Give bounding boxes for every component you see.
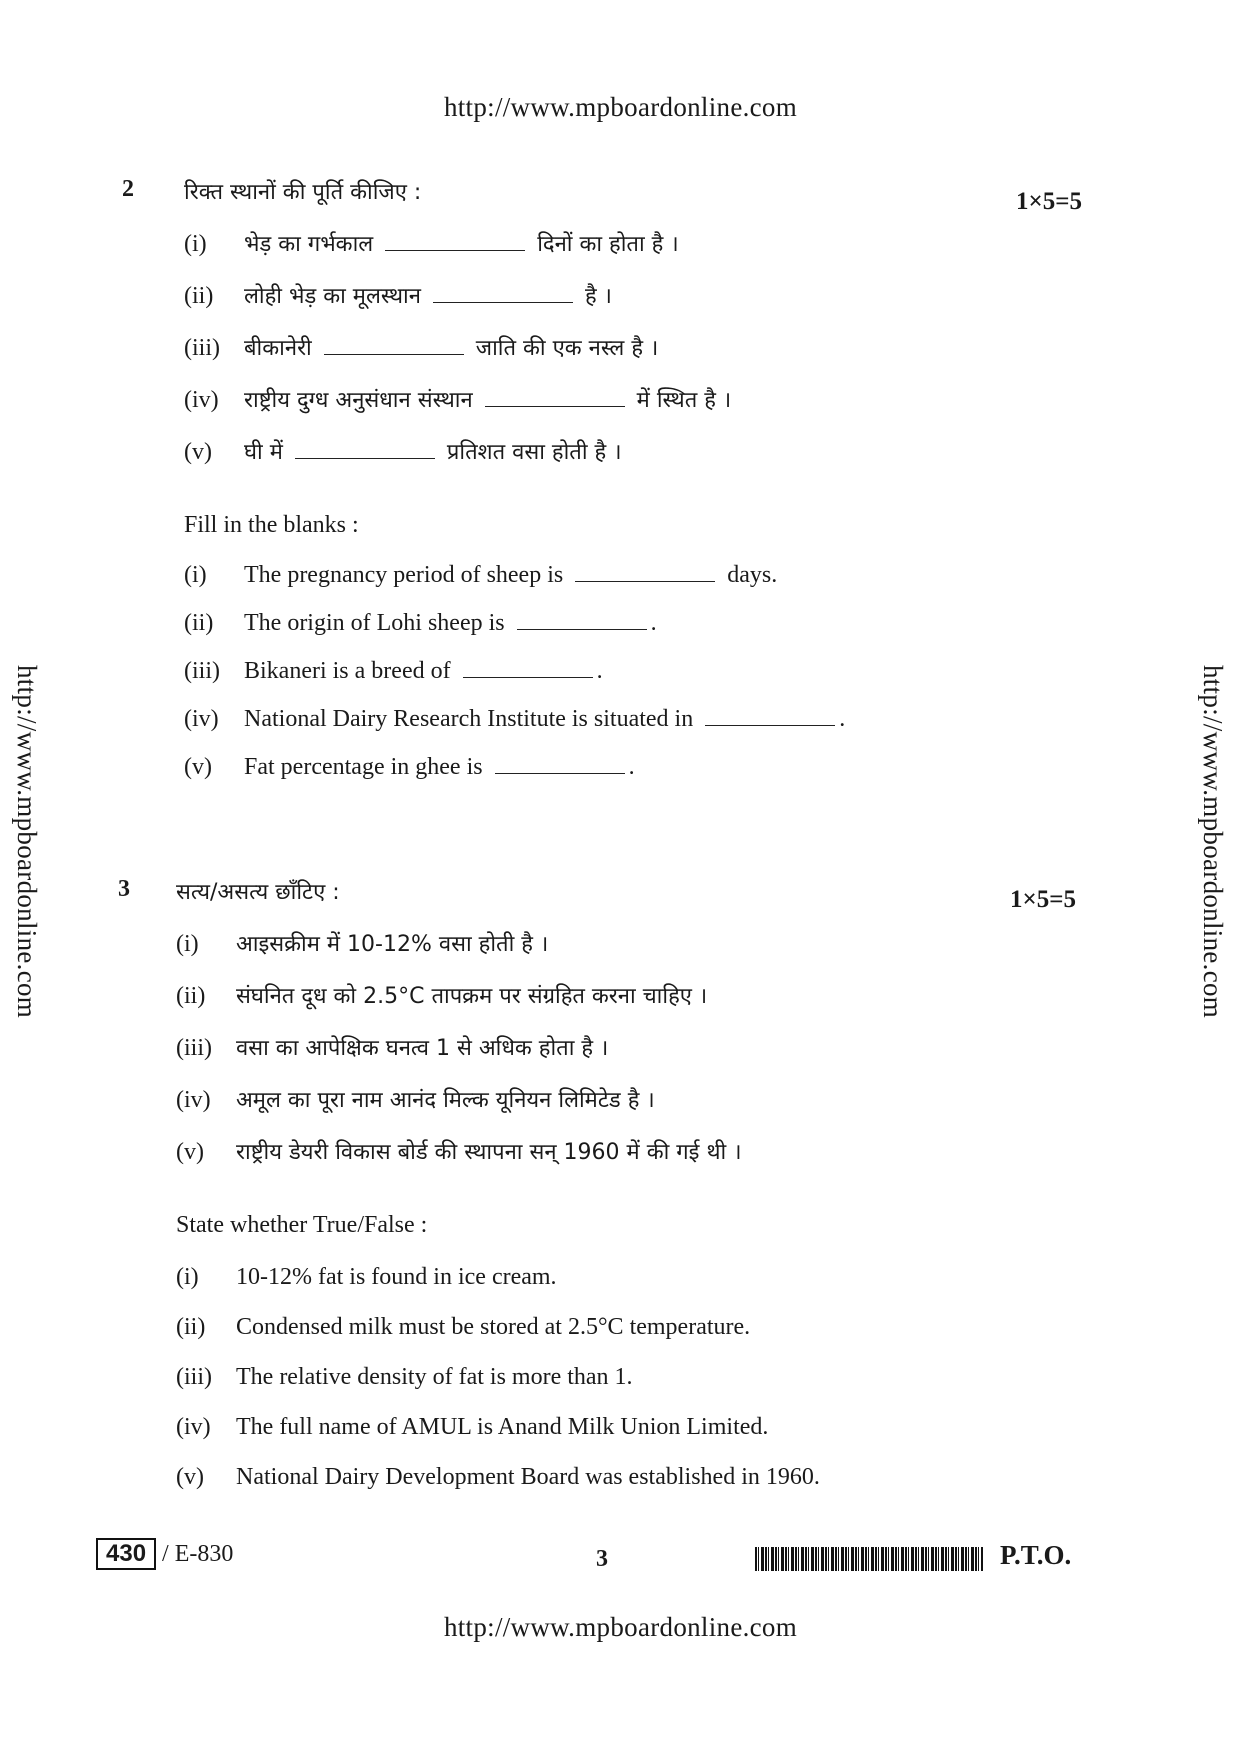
q3-english-item-2 (176, 1314, 750, 1341)
answer-blank[interactable] (485, 405, 625, 407)
item-text-after: days. (727, 562, 778, 588)
item-text: The full name of AMUL is Anand Milk Union Limited. (236, 1414, 769, 1440)
q2-hindi-item-3 (184, 332, 658, 362)
q3-hindi-item-3 (176, 1032, 608, 1062)
q3-english-item-3 (176, 1364, 633, 1391)
q3-hindi-heading: सत्य/असत्य छाँटिए : (176, 880, 340, 905)
q2-marks: 1×5=5 (1016, 188, 1082, 215)
q3-english-item-4 (176, 1414, 768, 1441)
item-roman: (v) (176, 1464, 204, 1490)
item-text: Condensed milk must be stored at 2.5°C temperature. (236, 1314, 751, 1340)
item-text-before: Bikaneri is a breed of (244, 658, 451, 684)
item-text-before: बीकानेरी (244, 336, 312, 361)
code-box: 430 (96, 1538, 156, 1570)
paper-id: / E-830 (162, 1541, 234, 1567)
q2-english-item-1 (184, 562, 777, 589)
item-text: राष्ट्रीय डेयरी विकास बोर्ड की स्थापना सन् 1960 में की गई थी । (236, 1140, 742, 1165)
q2-number: 2 (122, 176, 134, 202)
q2-hindi-item-5 (184, 436, 622, 466)
item-roman: (ii) (176, 1314, 206, 1340)
answer-blank[interactable] (463, 676, 593, 678)
item-text: अमूल का पूरा नाम आनंद मिल्क यूनियन लिमिटेड है । (236, 1088, 655, 1113)
q2-english-item-4 (184, 706, 845, 733)
item-text-after: . (596, 658, 603, 684)
q3-hindi-item-4 (176, 1084, 655, 1114)
answer-blank[interactable] (385, 249, 525, 251)
item-text: The relative density of fat is more than 1. (236, 1364, 633, 1390)
item-text-before: Fat percentage in ghee is (244, 754, 483, 780)
item-text-before: राष्ट्रीय दुग्ध अनुसंधान संस्थान (244, 388, 473, 413)
item-text-after: जाति की एक नस्ल है । (475, 336, 659, 361)
q2-english-item-5 (184, 754, 635, 781)
side-url-left: http://www.mpboardonline.com (12, 665, 42, 1019)
q3-number: 3 (118, 876, 130, 902)
answer-blank[interactable] (295, 457, 435, 459)
answer-blank[interactable] (517, 628, 647, 630)
item-text: 10-12% fat is found in ice cream. (236, 1264, 557, 1290)
q3-hindi-item-1 (176, 928, 548, 958)
item-text-before: घी में (244, 440, 283, 465)
item-text: आइसक्रीम में 10-12% वसा होती है । (236, 932, 549, 957)
q3-english-item-5 (176, 1464, 820, 1491)
item-roman: (v) (184, 754, 212, 780)
item-roman: (iii) (184, 658, 220, 684)
item-text-before: The origin of Lohi sheep is (244, 610, 505, 636)
item-roman: (v) (176, 1139, 204, 1165)
item-text-before: भेड़ का गर्भकाल (244, 232, 374, 257)
item-roman: (i) (176, 1264, 199, 1290)
item-roman: (iv) (184, 706, 219, 732)
q2-english-heading: Fill in the blanks : (184, 512, 359, 538)
footer-url: http://www.mpboardonline.com (443, 1612, 798, 1642)
paper-code (96, 1538, 233, 1570)
page-number: 3 (596, 1546, 608, 1572)
q3-english-heading: State whether True/False : (176, 1212, 428, 1238)
item-text-after: में स्थित है । (636, 388, 732, 413)
q2-hindi-item-2 (184, 280, 612, 310)
item-roman: (i) (184, 231, 207, 257)
q2-english-item-3 (184, 658, 603, 685)
item-roman: (ii) (176, 983, 206, 1009)
q2-hindi-item-4 (184, 384, 731, 414)
item-roman: (iii) (176, 1364, 212, 1390)
item-text-after: . (650, 610, 657, 636)
q3-english-item-1 (176, 1264, 557, 1291)
item-roman: (iv) (176, 1414, 211, 1440)
header-url: http://www.mpboardonline.com (443, 92, 798, 122)
q3-hindi-item-5 (176, 1136, 742, 1166)
barcode (755, 1547, 983, 1571)
item-roman: (iv) (176, 1087, 211, 1113)
answer-blank[interactable] (705, 724, 835, 726)
item-roman: (iv) (184, 387, 219, 413)
answer-blank[interactable] (433, 301, 573, 303)
item-text-after: प्रतिशत वसा होती है । (446, 440, 622, 465)
item-roman: (iii) (184, 335, 220, 361)
item-roman: (i) (184, 562, 207, 588)
q3-hindi-item-2 (176, 980, 707, 1010)
q2-hindi-item-1 (184, 228, 679, 258)
item-text-before: The pregnancy period of sheep is (244, 562, 564, 588)
item-text-before: National Dairy Research Institute is situated in (244, 706, 694, 732)
item-text-after: दिनों का होता है । (537, 232, 679, 257)
item-text-before: लोही भेड़ का मूलस्थान (244, 284, 421, 309)
item-text-after: . (628, 754, 635, 780)
item-text-after: है । (584, 284, 612, 309)
item-roman: (iii) (176, 1035, 212, 1061)
q3-marks: 1×5=5 (1010, 886, 1076, 913)
item-roman: (ii) (184, 283, 214, 309)
q2-english-item-2 (184, 610, 657, 637)
item-roman: (ii) (184, 610, 214, 636)
item-text: संघनित दूध को 2.5°C तापक्रम पर संग्रहित करना चाहिए । (236, 984, 708, 1009)
item-text-after: . (839, 706, 846, 732)
item-text: वसा का आपेक्षिक घनत्व 1 से अधिक होता है । (236, 1036, 609, 1061)
q2-hindi-heading: रिक्त स्थानों की पूर्ति कीजिए : (184, 180, 422, 205)
side-url-right: http://www.mpboardonline.com (1198, 665, 1228, 1019)
answer-blank[interactable] (495, 772, 625, 774)
item-text: National Dairy Development Board was established in 1960. (236, 1464, 820, 1490)
answer-blank[interactable] (324, 353, 464, 355)
item-roman: (v) (184, 439, 212, 465)
item-roman: (i) (176, 931, 199, 957)
answer-blank[interactable] (575, 580, 715, 582)
pto-label: P.T.O. (1000, 1540, 1072, 1570)
